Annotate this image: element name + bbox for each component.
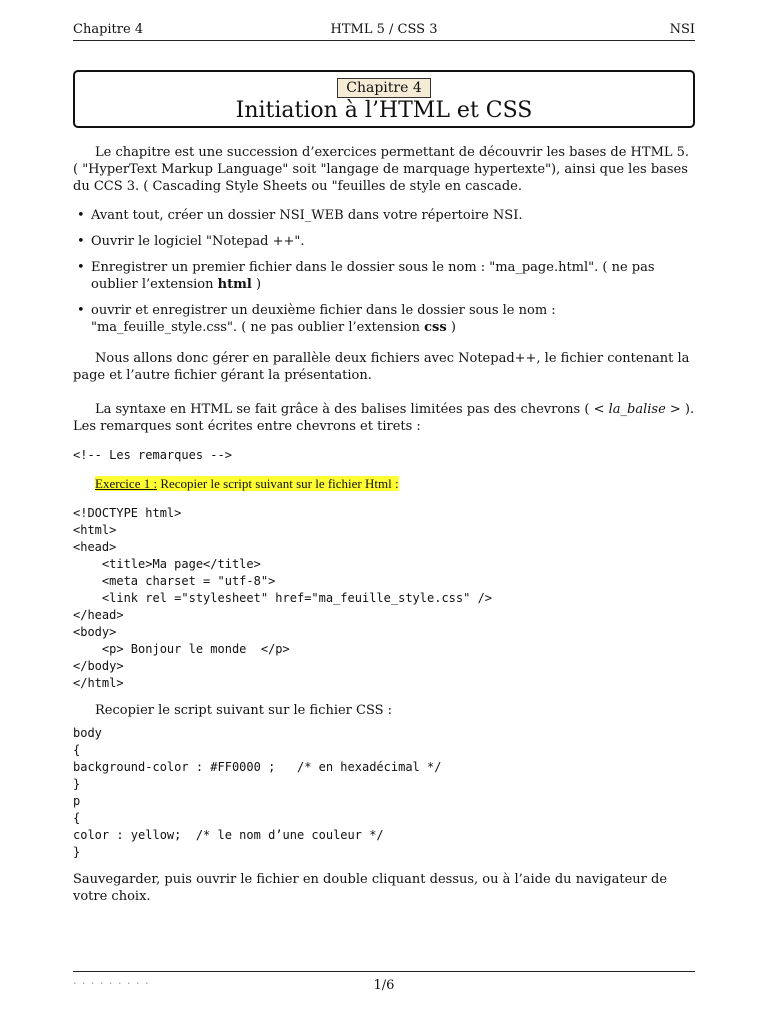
syntax-paragraph [73, 401, 695, 435]
extension-name: html [217, 277, 252, 292]
css-instruction: Recopier le script suivant sur le fichier CSS : [95, 703, 393, 718]
header-subject: NSI [669, 22, 695, 37]
chapter-title-box [73, 70, 695, 128]
list-item-text: ouvrir et enregistrer un deuxième fichier dans le dossier sous le nom : "ma_feuille_style.css". ( ne pas oublier l’extension [91, 303, 556, 335]
list-item [91, 259, 695, 293]
header-topic: HTML 5 / CSS 3 [330, 22, 438, 37]
header-chapter: Chapitre 4 [73, 22, 144, 37]
list-item-text: Ouvrir le logiciel "Notepad ++". [91, 234, 305, 249]
list-item-text: ) [446, 320, 456, 335]
css-code-block: body { background-color : #FF0000 ; /* en hexadécimal */ } p { color : yellow; /* le nom d’une couleur */ } [73, 726, 442, 859]
balise-example: < la_balise > [593, 402, 681, 417]
list-item-text: Avant tout, créer un dossier NSI_WEB dans votre répertoire NSI. [91, 208, 523, 223]
document-body [73, 144, 695, 905]
extension-name: css [424, 320, 447, 335]
chapter-label: Chapitre 4 [337, 78, 430, 98]
save-paragraph: Sauvegarder, puis ouvrir le fichier en double cliquant dessus, ou à l’aide du navigateur de votre choix. [73, 872, 668, 904]
syntax-text: La syntaxe en HTML se fait grâce à des balises limitées pas des chevrons ( [95, 402, 594, 417]
exercise-heading [95, 475, 695, 493]
instruction-list [73, 207, 695, 336]
footer-rule [73, 971, 695, 972]
list-item [91, 207, 695, 224]
list-item-text: ) [251, 277, 262, 292]
list-item [91, 302, 695, 336]
page-number: 1/6 [373, 978, 395, 993]
list-item-text: Enregistrer un premier fichier dans le dossier sous le nom : "ma_page.html". ( ne pas oublier l’extension [91, 260, 655, 292]
intro-paragraph: Le chapitre est une succession d’exercices permettant de découvrir les bases de HTML 5. ( "HyperText Markup Language" soit "langage de marquage hypertexte"), ainsi que les bases du CCS 3. ( Cascading Style Sheets ou "feuilles de style en cascade. [73, 145, 690, 194]
remark-code: <!-- Les remarques --> [73, 448, 232, 462]
page-header [73, 22, 695, 41]
syntax-text: ). Les remarques sont écrites entre chevrons et tirets : [73, 402, 695, 434]
exercise-text: Recopier le script suivant sur le fichier Html : [157, 476, 399, 491]
footer-note: · · · · · · · · · [73, 977, 150, 990]
notepad-paragraph: Nous allons donc gérer en parallèle deux fichiers avec Notepad++, le fichier contenant la page et l’autre fichier gérant la présentation. [73, 351, 690, 383]
exercise-label: Exercice 1 : [95, 476, 158, 491]
list-item [91, 233, 695, 250]
html-code-block: <!DOCTYPE html> <html> <head> <title>Ma page</title> <meta charset = "utf-8"> <link rel ="stylesheet" href="ma_feuille_style.css" /> </head> <body> <p> Bonjour le monde </p> </body> </html> [73, 506, 493, 690]
page-title: Initiation à l’HTML et CSS [235, 98, 533, 123]
